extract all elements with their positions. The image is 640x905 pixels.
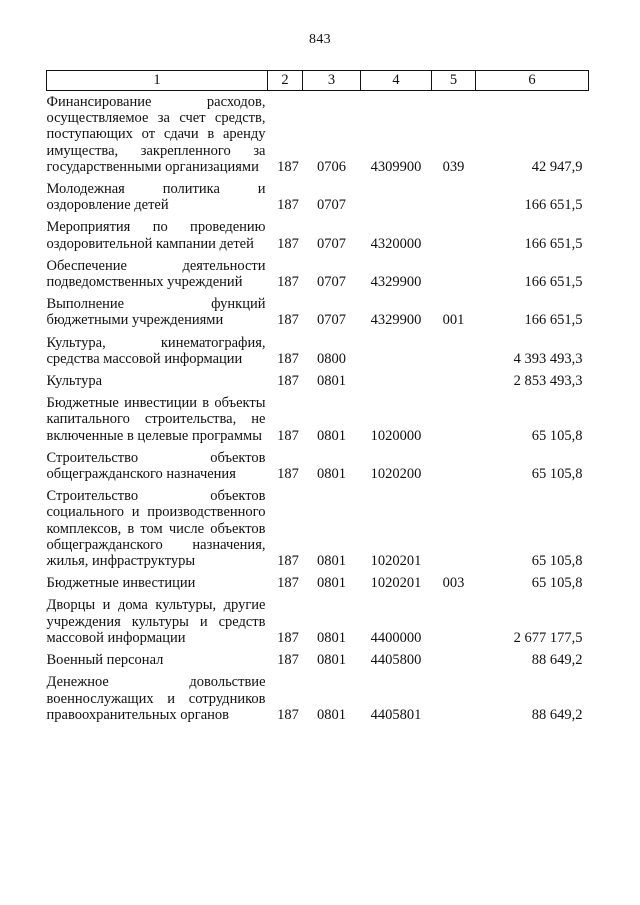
row-code-expense-type [432, 646, 476, 668]
row-code-section: 0707 [317, 197, 346, 214]
row-amount: 88 649,2 [531, 652, 583, 669]
row-name: Бюджетные инвестиции в объекты капитального строительства, не включенные в целевые программы [46, 395, 266, 444]
row-code-target: 4320000 [370, 235, 422, 252]
row-code-section: 0800 [317, 350, 346, 367]
row-amount: 166 651,5 [524, 274, 583, 291]
row-code-expense-type [432, 367, 476, 389]
row-code-admin: 187 [277, 350, 299, 367]
row-code-expense-type [432, 482, 476, 569]
table-row [47, 482, 589, 569]
row-code-section: 0707 [317, 312, 346, 329]
row-code-admin: 187 [277, 312, 299, 329]
row-code-expense-type [432, 591, 476, 646]
row-code-admin: 187 [277, 373, 299, 390]
row-name: Бюджетные инвестиции [46, 575, 196, 592]
table-row [47, 213, 589, 251]
table-row [47, 646, 589, 668]
row-code-target: 4405800 [370, 652, 422, 669]
row-code-admin: 187 [277, 427, 299, 444]
row-name: Денежное довольствие военнослужащих и сотрудников правоохранительных органов [46, 674, 266, 723]
row-code-admin: 187 [277, 629, 299, 646]
row-code-target: 4329900 [370, 274, 422, 291]
table-row [47, 290, 589, 328]
row-code-expense-type [432, 444, 476, 482]
row-name: Обеспечение деятельности подведомственных учреждений [46, 257, 266, 291]
row-code-target: 4405801 [370, 706, 422, 723]
row-amount: 42 947,9 [531, 158, 583, 175]
row-code-target: 4309900 [370, 158, 422, 175]
row-code-expense-type [432, 389, 476, 444]
row-code-target [361, 329, 432, 367]
table-row [47, 91, 589, 176]
column-header-1: 1 [47, 71, 268, 91]
table-row [47, 591, 589, 646]
row-code-admin: 187 [277, 652, 299, 669]
row-amount: 2 853 493,3 [513, 373, 583, 390]
row-code-section: 0801 [317, 706, 346, 723]
table-row [47, 389, 589, 444]
row-code-admin: 187 [277, 197, 299, 214]
row-amount: 65 105,8 [531, 575, 583, 592]
row-code-section: 0801 [317, 575, 346, 592]
row-name: Культура [46, 373, 103, 390]
row-amount: 2 677 177,5 [513, 629, 583, 646]
table-row [47, 252, 589, 290]
table-row [47, 444, 589, 482]
row-code-section: 0801 [317, 427, 346, 444]
row-code-expense-type [432, 252, 476, 290]
column-header-5: 5 [432, 71, 476, 91]
row-code-target: 4329900 [370, 312, 422, 329]
row-amount: 4 393 493,3 [513, 350, 583, 367]
row-code-expense-type [432, 213, 476, 251]
row-code-target: 4400000 [370, 629, 422, 646]
row-code-expense-type [432, 329, 476, 367]
row-code-target: 1020000 [370, 427, 422, 444]
row-code-section: 0707 [317, 235, 346, 252]
row-code-target: 1020201 [370, 553, 422, 570]
row-code-expense-type: 001 [442, 312, 465, 329]
column-header-6: 6 [476, 71, 589, 91]
column-header-2: 2 [268, 71, 303, 91]
row-code-admin: 187 [277, 575, 299, 592]
row-amount: 65 105,8 [531, 553, 583, 570]
row-code-target: 1020201 [370, 575, 422, 592]
table-row [47, 175, 589, 213]
row-name: Строительство объектов общегражданского назначения [46, 449, 266, 483]
row-code-expense-type [432, 175, 476, 213]
row-code-expense-type: 003 [442, 575, 465, 592]
row-code-admin: 187 [277, 158, 299, 175]
row-code-admin: 187 [277, 706, 299, 723]
budget-table [46, 70, 589, 723]
row-code-section: 0801 [317, 553, 346, 570]
row-code-target: 1020200 [370, 466, 422, 483]
row-amount: 88 649,2 [531, 706, 583, 723]
row-code-target [361, 175, 432, 213]
row-code-expense-type: 039 [442, 158, 465, 175]
row-amount: 166 651,5 [524, 312, 583, 329]
row-code-target [361, 367, 432, 389]
row-name: Культура, кинематография, средства массовой информации [46, 334, 266, 367]
row-name: Строительство объектов социального и производственного комплексов, в том числе объектов общегражданского назначения, жилья, инфраструктуры [46, 488, 266, 570]
row-code-section: 0707 [317, 274, 346, 291]
table-row [47, 329, 589, 367]
row-code-admin: 187 [277, 553, 299, 570]
row-code-expense-type [432, 668, 476, 723]
table-row [47, 569, 589, 591]
row-name: Молодежная политика и оздоровление детей [46, 181, 266, 214]
row-amount: 65 105,8 [531, 466, 583, 483]
row-name: Мероприятия по проведению оздоровительной кампании детей [46, 219, 266, 252]
table-header-row [47, 71, 589, 91]
row-code-section: 0801 [317, 373, 346, 390]
row-code-admin: 187 [277, 466, 299, 483]
row-name: Дворцы и дома культуры, другие учреждения культуры и средств массовой информации [46, 597, 266, 646]
row-name: Военный персонал [46, 652, 164, 669]
row-name: Выполнение функций бюджетными учреждениями [46, 296, 266, 329]
column-header-3: 3 [303, 71, 361, 91]
row-amount: 65 105,8 [531, 427, 583, 444]
row-name: Финансирование расходов, осуществляемое за счет средств, поступающих от сдачи в аренду имущества, закрепленного за государственными организациями [46, 94, 266, 175]
row-amount: 166 651,5 [524, 197, 583, 214]
column-header-4: 4 [361, 71, 432, 91]
page-number: 843 [309, 32, 331, 47]
row-code-section: 0801 [317, 629, 346, 646]
row-code-section: 0706 [317, 158, 346, 175]
row-code-admin: 187 [277, 274, 299, 291]
row-amount: 166 651,5 [524, 235, 583, 252]
row-code-section: 0801 [317, 466, 346, 483]
row-code-section: 0801 [317, 652, 346, 669]
row-code-admin: 187 [277, 235, 299, 252]
table-row [47, 668, 589, 723]
table-row [47, 367, 589, 389]
